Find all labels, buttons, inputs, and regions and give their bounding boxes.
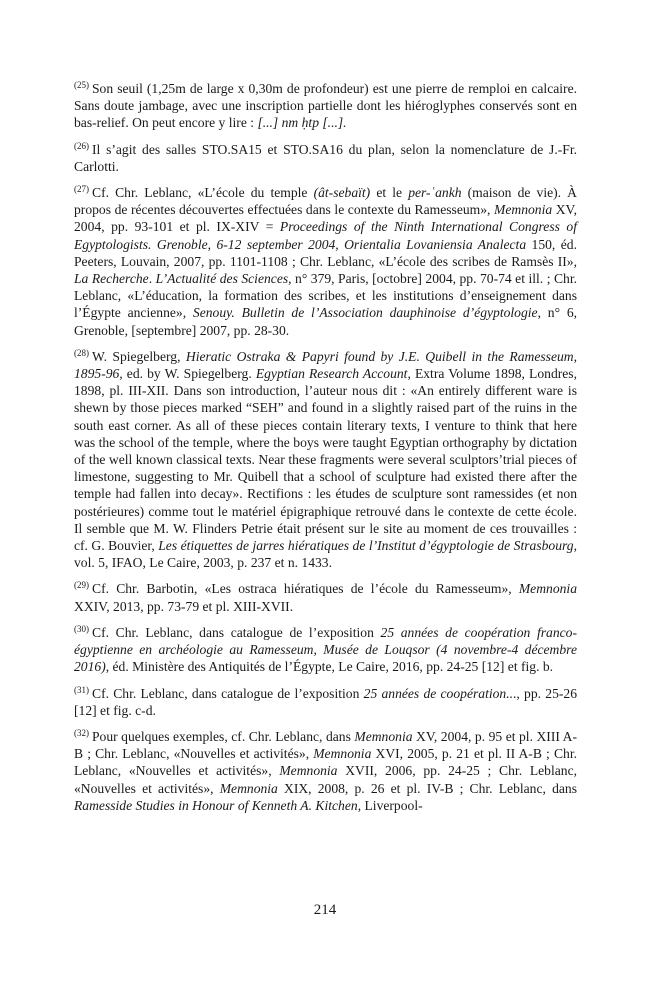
- footnote-italic-segment: Memnonia: [354, 728, 413, 744]
- footnote-segment: ed. by W. Spiegelberg.: [122, 366, 256, 382]
- footnote-italic-segment: Senouy. Bulletin de l’Association dauphinoise d’égyptologie: [192, 305, 538, 321]
- footnote-30: [74, 624, 577, 676]
- footnote-italic-segment: Ramesside Studies in Honour of Kenneth A. Kitchen: [74, 797, 358, 813]
- footnote-segment: Pour quelques exemples, cf. Chr. Leblanc, dans: [92, 728, 355, 744]
- footnote-segment: , Liverpool-: [357, 797, 423, 813]
- footnote-text: [74, 185, 577, 338]
- footnote-segment: XVII, 2006, pp. 24-25 ; Chr. Leblanc, «Nouvelles et activités»,: [74, 763, 578, 796]
- footnote-segment: Cf. Chr. Barbotin, «Les ostraca hiératiques de l’école du Ramesseum»,: [92, 581, 519, 597]
- footnote-text: [74, 142, 577, 174]
- footnote-segment: Cf. Chr. Leblanc, «L’école du temple: [92, 185, 314, 201]
- footnote-italic-segment: Memnonia: [313, 746, 372, 762]
- footnote-segment: et le: [370, 185, 409, 201]
- footnote-text: [74, 625, 577, 674]
- footnote-italic-segment: 25 années de coopération franco-égyptienne en archéologie au Ramesseum, Musée de Louqsor (4 novembre-4 décembre 2016): [74, 624, 577, 675]
- footnote-segment: , n° 379, Paris, [octobre] 2004, pp. 70-74 et ill. ; Chr. Leblanc, «L’éducation, la formation des scribes, et les institutions d’enseignement dans l’Égypte ancienne»,: [74, 271, 578, 321]
- footnote-text: [74, 729, 577, 813]
- page-number: 214: [313, 902, 337, 918]
- footnote-italic-segment: L’Actualité des Sciences: [155, 271, 289, 287]
- footnote-italic-segment: Les étiquettes de jarres hiératiques de l’Institut d’égyptologie de Strasbourg: [158, 538, 574, 554]
- footnote-segment: 150, éd. Peeters, Louvain, 2007, pp. 1101-1108 ; Chr. Leblanc, «L’école des scribes de Ramsès II»,: [74, 236, 577, 269]
- footnote-italic-segment: La Recherche: [74, 271, 149, 287]
- footnote-number: (30): [74, 623, 89, 634]
- footnote-27: [74, 184, 577, 339]
- footnote-italic-segment: Egyptian Research Account,: [255, 366, 411, 382]
- footnote-number: (25): [74, 80, 89, 90]
- footnote-26: [74, 141, 577, 175]
- footnote-number: (29): [74, 580, 89, 591]
- footnote-segment: XIX, 2008, p. 26 et pl. IV-B ; Chr. Leblanc, dans: [277, 780, 577, 796]
- footnote-segment: XV, 2004, pp. 93-101 et pl. IX-XIV =: [74, 202, 577, 235]
- footnote-segment: Il s’agit des salles STO.SA15 et STO.SA16 du plan, selon la nomenclature de J.-Fr. Carlotti.: [74, 141, 577, 174]
- footnote-italic-segment: Memnonia: [518, 581, 577, 597]
- footnote-italic-segment: per-ʿankh: [408, 185, 462, 201]
- footnote-number: (31): [74, 684, 89, 695]
- footnote-number: (27): [74, 184, 89, 195]
- footnote-number: (28): [74, 347, 89, 358]
- footnote-segment: Son seuil (1,25m de large x 0,30m de profondeur) est une pierre de remploi en calcaire. Sans doute jambage, avec une inscription partielle dont les hiéroglyphes conservés sont en bas-relief. On peut encore y lire :: [74, 81, 577, 131]
- footnote-italic-segment: 25 années de coopération..: [363, 685, 514, 701]
- footnote-number: (32): [74, 727, 89, 738]
- footnotes-block: [74, 80, 577, 823]
- footnote-segment: (maison de vie). À propos de récentes découvertes effectuées dans le contexte du Ramesseum»,: [74, 185, 577, 218]
- footnote-italic-segment: (ât-sebaït): [313, 185, 371, 201]
- footnote-text: [74, 686, 577, 718]
- footnote-segment: XVI, 2005, p. 21 et pl. II A-B ; Chr. Leblanc, «Nouvelles et activités»,: [74, 746, 577, 779]
- footnote-segment: W. Spiegelberg,: [92, 348, 186, 364]
- footnote-text: [74, 81, 577, 130]
- footnote-32: [74, 728, 577, 814]
- footnote-25: [74, 80, 577, 132]
- footnote-italic-segment: [...] nm ḥtp [...].: [257, 115, 347, 131]
- footnote-29: [74, 580, 577, 614]
- footnote-italic-segment: Proceedings of the Ninth International Congress of Egyptologists. Grenoble, 6-12 september 2004, Orientalia Lovaniensia Analecta: [74, 219, 577, 252]
- footnote-segment: ., pp. 25-26 [12] et fig. c-d.: [74, 685, 577, 718]
- footnote-italic-segment: Memnonia: [494, 202, 553, 218]
- footnote-text: [74, 349, 577, 570]
- footnote-text: [74, 581, 577, 613]
- footnote-segment: Cf. Chr. Leblanc, dans catalogue de l’exposition: [92, 685, 364, 701]
- footnote-italic-segment: Memnonia: [219, 780, 278, 796]
- footnote-segment: Extra Volume 1898, Londres, 1898, pl. III-XII. Dans son introduction, l’auteur nous dit : «An entirely different ware is shewn by those pieces marked “SEH” and found in a slightly raised part of the ruins in the south east corner. As all of these pieces contain literary texts, I venture to think that here was the school of the temple, where the boys were taught Egyptian orthography by dictation of the well known classical texts. Near these fragments were several sculptors’trial pieces of limestone, suggesting to Mr. Quibell that a school of sculpture had existed there after the temple had fallen into decay». Rectifions : les études de sculpture sont ramessides (et non postérieures) comme tout le matériel épigraphique retrouvé dans le contexte de cette école. Il semble que M. W. Flinders Petrie était présent sur le site au moment de ces trouvailles : cf. G. Bouvier,: [74, 366, 577, 554]
- footnote-segment: XV, 2004, p. 95 et pl. XIII A-B ; Chr. Leblanc, «Nouvelles et activités»,: [74, 728, 577, 762]
- footnote-segment: , vol. 5, IFAO, Le Caire, 2003, p. 237 et n. 1433.: [74, 538, 577, 571]
- footnote-28: [74, 348, 577, 572]
- footnote-segment: , n° 6, Grenoble, [septembre] 2007, pp. 28-30.: [74, 305, 578, 338]
- footnote-italic-segment: Hieratic Ostraka & Papyri found by J.E. Quibell in the Ramesseum, 1895-96,: [74, 348, 578, 382]
- footnote-number: (26): [74, 140, 89, 151]
- footnote-segment: Cf. Chr. Leblanc, dans catalogue de l’exposition: [92, 624, 381, 640]
- footnote-segment: XXIV, 2013, pp. 73-79 et pl. XIII-XVII.: [74, 598, 294, 614]
- footnote-segment: .: [148, 271, 156, 287]
- footnote-segment: , éd. Ministère des Antiquités de l’Égypte, Le Caire, 2016, pp. 24-25 [12] et fig. b.: [105, 659, 554, 675]
- footnote-italic-segment: Memnonia: [279, 763, 338, 779]
- footnote-31: [74, 685, 577, 719]
